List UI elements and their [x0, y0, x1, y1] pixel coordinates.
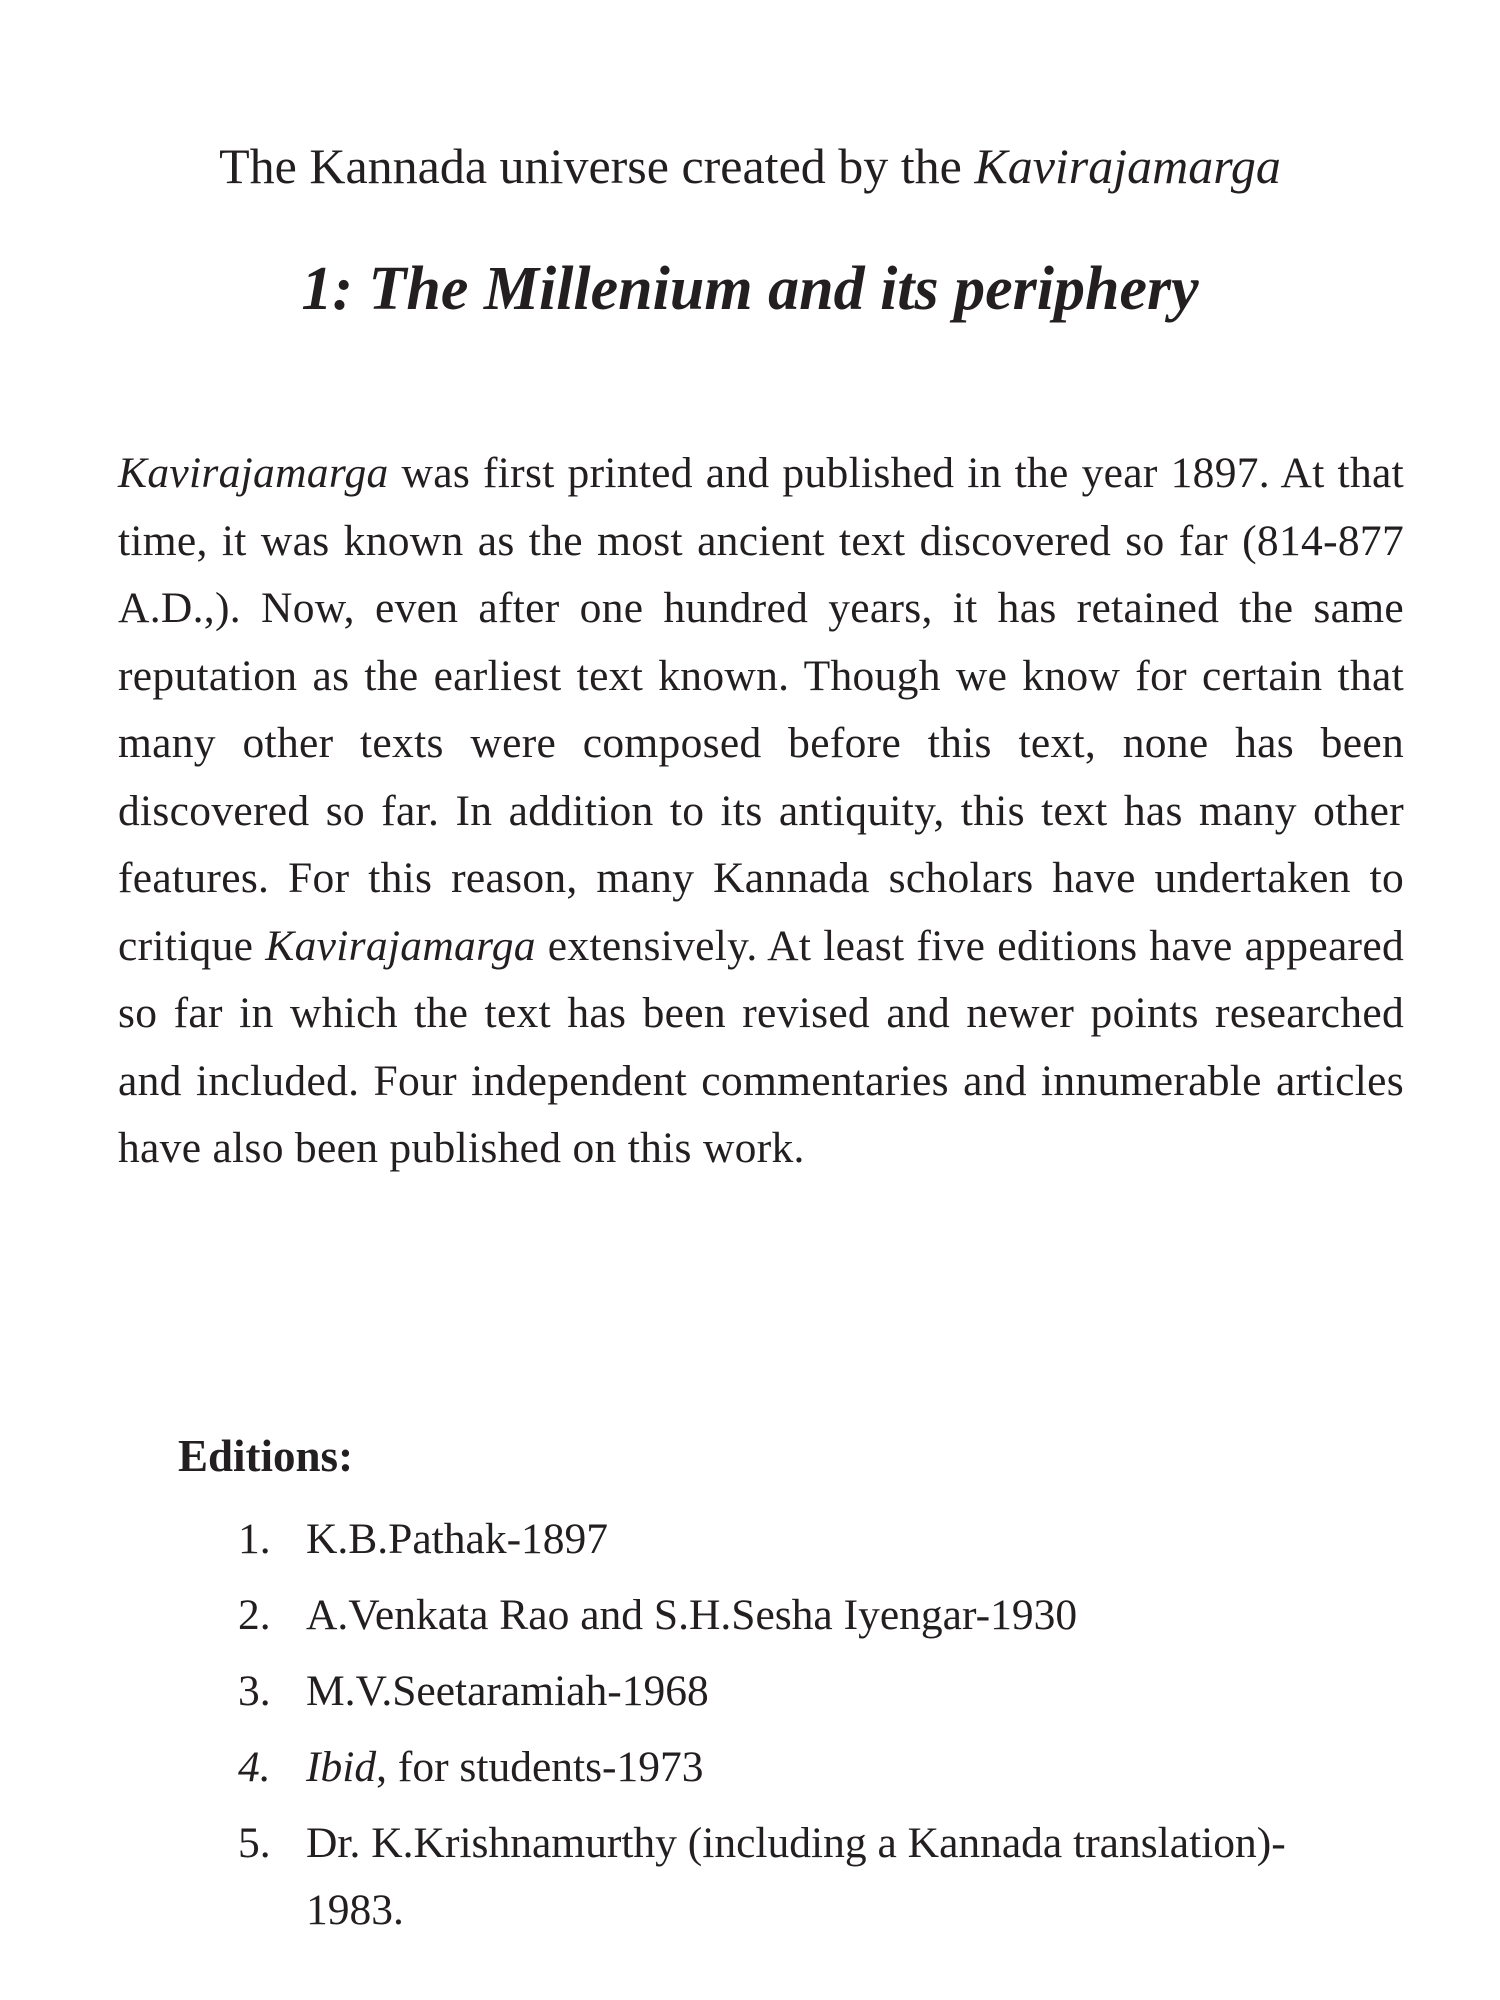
- edition-text: M.V.Seetaramiah-1968: [306, 1667, 709, 1715]
- edition-item-3: [238, 1658, 1378, 1725]
- edition-text: A.Venkata Rao and S.H.Sesha Iyengar-1930: [306, 1591, 1078, 1639]
- paragraph-mid-title: Kavirajamarga: [265, 921, 536, 970]
- edition-item-1: [238, 1506, 1378, 1573]
- body-paragraph: [118, 440, 1404, 1183]
- edition-ibid: Ibid: [306, 1743, 377, 1791]
- editions-heading: Editions:: [178, 1431, 354, 1481]
- running-head-prefix: The Kannada universe created by the: [219, 138, 975, 194]
- editions-list: [238, 1506, 1378, 1953]
- edition-number: 2.: [238, 1591, 271, 1639]
- edition-text: Dr. K.Krishnamurthy (including a Kannada translation)- 1983.: [306, 1819, 1286, 1934]
- edition-number: 3.: [238, 1667, 271, 1715]
- edition-item-5: [238, 1810, 1378, 1944]
- edition-number: 1.: [238, 1515, 271, 1563]
- paragraph-text-part1: was first printed and published in the year 1897. At that time, it was known as the most ancient text discovered so far (814-877 A.D.,). Now, even after one hundred years, it has retained the same reputation as the earliest text known. Though we know for certain that many other texts were composed before this text, none has been discovered so far. In addition to its antiquity, this text has many other features. For this reason, many Kannada scholars have undertaken to critique: [118, 449, 1404, 970]
- edition-number: 5.: [238, 1819, 271, 1867]
- edition-text: K.B.Pathak-1897: [306, 1515, 609, 1563]
- running-head-book-title: Kavirajamarga: [974, 138, 1281, 194]
- running-head: [0, 136, 1500, 196]
- paragraph-lead-title: Kavirajamarga: [118, 449, 389, 497]
- edition-text: , for students-1973: [376, 1743, 704, 1791]
- edition-number: 4.: [238, 1743, 271, 1791]
- edition-item-4: [238, 1734, 1378, 1801]
- chapter-title: 1: The Millenium and its periphery: [301, 255, 1199, 323]
- edition-item-2: [238, 1582, 1378, 1649]
- paragraph-text-part2: extensively. At least five editions have appeared so far in which the text has been revised and newer points researched and included. Four independent commentaries and innumerable articles have also been published on this work.: [118, 921, 1404, 1172]
